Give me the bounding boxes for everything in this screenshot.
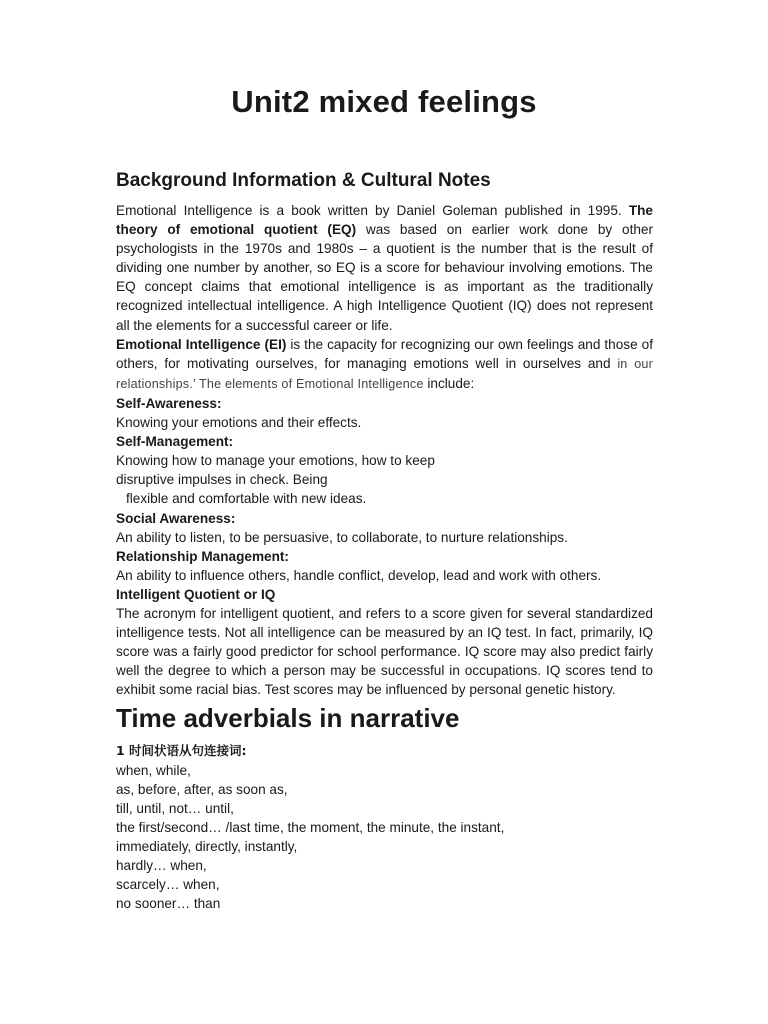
- bold-run: Emotional Intelligence (EI): [116, 336, 287, 352]
- text-run: is the capacity for recognizing our own feelings and those of others, for motivating ourselves, for managing emotions well in ourselves and: [116, 336, 653, 371]
- text-social-awareness: An ability to listen, to be persuasive, to collaborate, to nurture relationships.: [116, 529, 568, 545]
- list-item: no sooner… than: [116, 896, 221, 912]
- paragraph-iq: The acronym for intelligent quotient, and refers to a score given for several standardized intelligence tests. Not all intelligence can be measured by an IQ test. In fact, primarily, IQ score was a fairly good predictor for school performance. IQ score may also predict fairly well the degree to which a person may be successful in occupations. IQ scores tend to exhibit some racial bias. Test scores may be influenced by personal genetic history.: [116, 605, 653, 698]
- list-item: hardly… when,: [116, 858, 207, 873]
- list-item: till, until, not… until,: [116, 800, 234, 816]
- text-self-management-1: Knowing how to manage your emotions, how to keep: [116, 453, 435, 469]
- label-self-awareness: [116, 394, 653, 413]
- list-item: immediately, directly, instantly,: [116, 838, 298, 854]
- paragraph-ei: [116, 335, 653, 394]
- text-self-management-2: disruptive impulses in check. Being: [116, 472, 328, 488]
- bold-run: Self-Awareness:: [116, 395, 222, 411]
- list-item: the first/second… /last time, the moment, the minute, the instant,: [116, 819, 505, 835]
- list-item: as, before, after, as soon as,: [116, 781, 288, 797]
- adverbial-list: [116, 761, 653, 914]
- bold-run: The theory of emotional quotient (EQ): [116, 203, 653, 238]
- text-self-awareness: Knowing your emotions and their effects.: [116, 415, 362, 431]
- section-heading-time-adverbials: Time adverbials in narrative: [116, 703, 460, 734]
- bold-run: Self-Management:: [116, 434, 234, 450]
- page-title: Unit2 mixed feelings: [231, 84, 537, 119]
- bold-run: Relationship Management:: [116, 548, 289, 564]
- bold-run: Social Awareness:: [116, 510, 236, 526]
- text-self-management-3: flexible and comfortable with new ideas.: [126, 491, 367, 507]
- label-social-awareness: [116, 509, 653, 528]
- text-run: Emotional Intelligence is a book written by Daniel Goleman published in 1995.: [116, 203, 629, 218]
- label-relationship-management: [116, 547, 653, 566]
- bold-run: Intelligent Quotient or IQ: [116, 586, 276, 602]
- section-heading-background: Background Information & Cultural Notes: [116, 170, 491, 191]
- list-item: when, while,: [116, 762, 191, 778]
- subheading-chinese: 1 时间状语从句连接词:: [116, 743, 247, 759]
- label-iq: [116, 585, 653, 604]
- paragraph-eq: [116, 201, 653, 335]
- label-self-management: [116, 432, 653, 451]
- list-item: scarcely… when,: [116, 877, 220, 893]
- text-run: was based on earlier work done by other psychologists in the 1970s and 1980s – a quotient is the number that is the result of dividing one number by another, so EQ is a score for behaviour involving emotions. The EQ concept claims that emotional intelligence is as important as the traditionally recognized intellectual intelligence. A high Intelligence Quotient (IQ) does not represent all the elements for a successful career or life.: [116, 222, 653, 333]
- document-body: [116, 201, 653, 913]
- text-relationship-management: An ability to influence others, handle conflict, develop, lead and work with others.: [116, 567, 602, 583]
- text-run-light: in our relationships.’ The elements of Emotional Intelligence: [116, 356, 654, 391]
- text-run: include:: [423, 375, 475, 391]
